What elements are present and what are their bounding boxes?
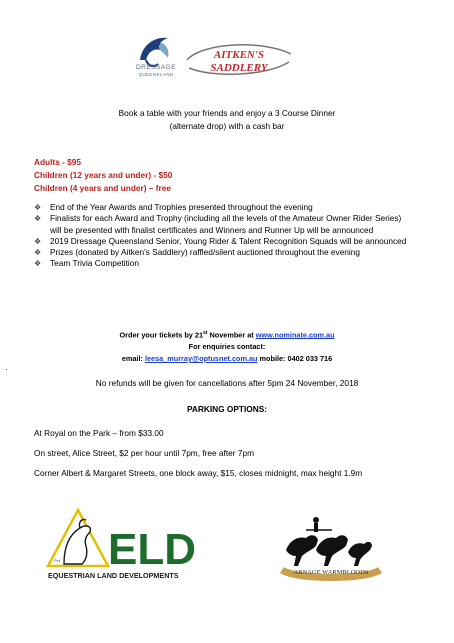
list-item-text: 2019 Dressage Queensland Senior, Young Rider & Talent Recognition Squads will be announced: [50, 235, 407, 246]
list-item-text: End of the Year Awards and Trophies presented throughout the evening: [50, 202, 313, 212]
event-highlights-list: [34, 202, 414, 270]
eld-sub-text: EQUESTRIAN LAND DEVELOPMENTS: [48, 571, 179, 580]
svg-text:Pvt: Pvt: [54, 558, 60, 563]
svg-text:AITKEN'S: AITKEN'S: [213, 49, 265, 61]
stray-dot: [6, 369, 7, 370]
parking-option: On street, Alice Street, $2 per hour until 7pm, free after 7pm: [34, 448, 254, 458]
bullet-icon: ❖: [34, 203, 42, 212]
aitkens-saddlery-logo: [183, 38, 295, 82]
order-sup: st: [203, 330, 208, 336]
arnage-warmbloods-logo: [276, 510, 386, 582]
bullet-icon: ❖: [34, 259, 42, 269]
parking-option: Corner Albert & Margaret Streets, one block away, $15, closes midnight, max height 1.9m: [34, 468, 363, 478]
mobile-number: mobile: 0402 033 716: [257, 354, 333, 363]
dq-logo-line1: DRESSAGE: [135, 64, 177, 71]
list-item-text: Finalists for each Award and Trophy (including all the levels of the Amateur Owner Rider Series) will be presented with finalist certificates and Winners and Runner Up will be announced: [50, 213, 402, 235]
no-refunds-notice: No refunds will be given for cancellations after 5pm 24 November, 2018: [95, 378, 359, 388]
parking-option: At Royal on the Park – from $33.00: [34, 428, 164, 438]
list-item: [34, 247, 414, 258]
nominate-link[interactable]: www.nominate.com.au: [255, 330, 335, 340]
email-link[interactable]: leesa_murray@optusnet.com.au: [144, 354, 258, 363]
price-children-4: Children (4 years and under) – free: [34, 183, 171, 193]
intro-line-2: (alternate drop) with a cash bar: [169, 121, 285, 131]
list-item-text: Prizes (donated by Aitken's Saddlery) raffled/silent auctioned throughout the evening: [50, 247, 360, 258]
list-item: [34, 213, 414, 236]
bullet-icon: ❖: [34, 214, 42, 224]
list-item-text: Team Trivia Competition: [50, 258, 139, 269]
order-deadline: [0, 330, 454, 339]
list-item: [34, 258, 414, 269]
svg-text:SADDLERY: SADDLERY: [210, 62, 268, 74]
eld-logo: [42, 506, 207, 584]
contact-details: [0, 354, 454, 363]
price-children-12: Children (12 years and under) - $50: [34, 170, 173, 180]
dq-logo-line2: QUEENSLAND: [138, 72, 174, 77]
enquiries-label: For enquiries contact:: [188, 342, 266, 351]
email-label: email:: [121, 354, 145, 363]
order-middle: November at: [207, 330, 256, 340]
list-item: [34, 202, 414, 213]
eld-big-text: ELD: [108, 525, 196, 574]
order-prefix: Order your tickets by 21: [119, 330, 204, 340]
list-item: [34, 236, 414, 247]
arnage-text: ARNAGE WARMBLOODS: [293, 569, 369, 576]
parking-title: PARKING OPTIONS:: [186, 404, 268, 414]
bullet-icon: ❖: [34, 248, 42, 258]
price-adults: Adults - $95: [34, 157, 82, 167]
intro-line-1: Book a table with your friends and enjoy a 3 Course Dinner: [118, 108, 336, 118]
bullet-icon: ❖: [34, 236, 42, 246]
